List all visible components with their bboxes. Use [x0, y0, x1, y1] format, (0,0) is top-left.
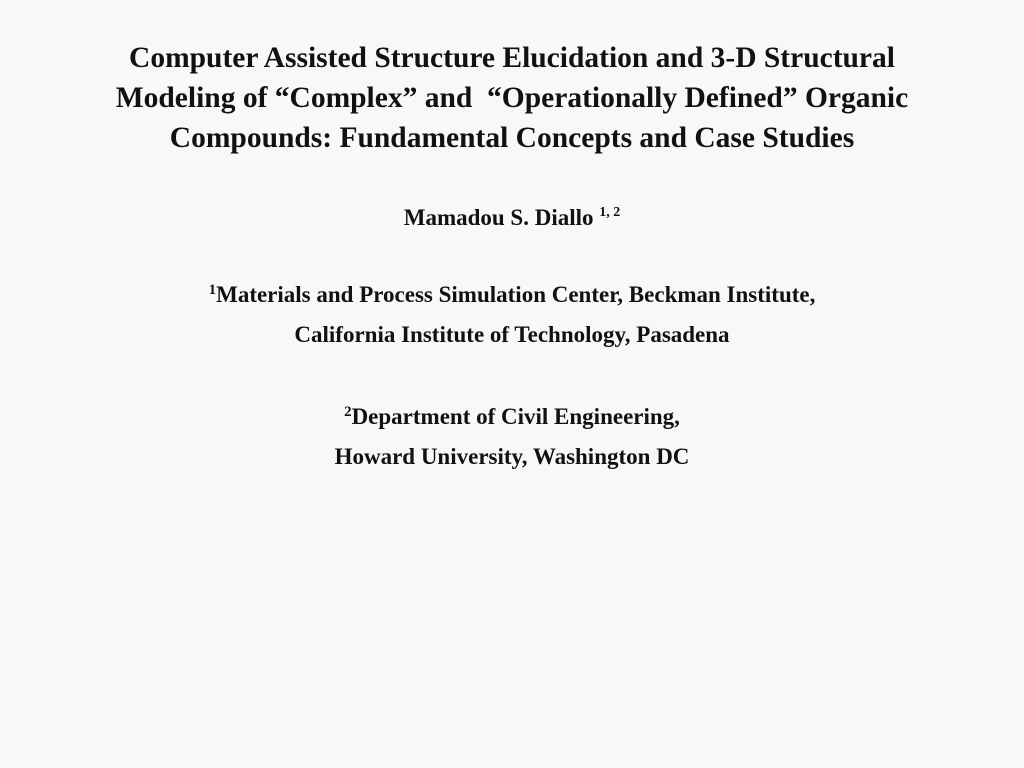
author-line	[0, 203, 1024, 233]
affiliation-line	[0, 275, 1024, 315]
title-line: Modeling of “Complex” and “Operationally Defined” Organic	[115, 82, 909, 114]
affiliation-marker: 1	[208, 282, 217, 298]
author-name: Mamadou S. Diallo	[403, 205, 594, 230]
affiliation-1	[0, 275, 1024, 355]
author-affiliation-markers: 1, 2	[599, 205, 621, 220]
title-line: Compounds: Fundamental Concepts and Case Studies	[169, 122, 855, 154]
affiliation-2	[0, 397, 1024, 477]
affiliation-line: California Institute of Technology, Pasadena	[294, 322, 730, 347]
affiliation-text: Department of Civil Engineering,	[351, 404, 680, 429]
slide-title	[40, 38, 984, 158]
affiliation-marker: 2	[344, 404, 352, 420]
affiliation-line	[0, 397, 1024, 437]
title-line: Computer Assisted Structure Elucidation and 3-D Structural	[129, 42, 895, 74]
affiliation-line: Howard University, Washington DC	[334, 444, 690, 469]
affiliation-text: Materials and Process Simulation Center, Beckman Institute,	[216, 282, 816, 307]
